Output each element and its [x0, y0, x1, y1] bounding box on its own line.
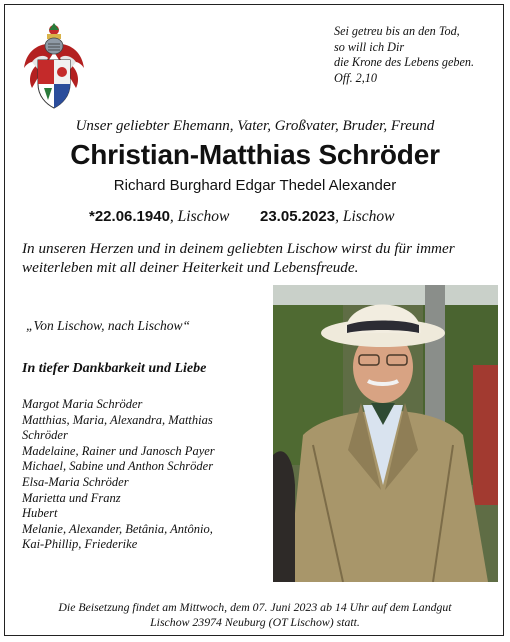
mourner-line: Kai-Phillip, Friederike — [22, 537, 138, 552]
death — [260, 208, 395, 226]
birth — [89, 208, 229, 226]
mourner-line: Hubert — [22, 506, 58, 521]
verse-line: Sei getreu bis an den Tod, — [334, 24, 460, 38]
birth-place: , Lischow — [169, 208, 230, 225]
deceased-name: Christian-Matthias Schröder — [70, 139, 440, 170]
mourner-line: Marietta und Franz — [22, 490, 121, 505]
verse-reference: Off. 2,10 — [334, 70, 377, 85]
portrait-illustration — [273, 285, 498, 582]
verse-line: so will ich Dir — [334, 39, 405, 54]
given-names: Richard Burghard Edgar Thedel Alexander — [113, 177, 397, 194]
bible-verse — [334, 24, 504, 86]
mourner-line: Madelaine, Rainer und Janosch Payer — [22, 443, 215, 458]
intro-text — [22, 239, 492, 277]
mourner-line: Margot Maria Schröder — [22, 397, 143, 411]
mourner-line: Elsa-Maria Schröder — [22, 474, 129, 489]
death-date: 23.05.2023 — [260, 208, 336, 225]
portrait-photo — [273, 285, 498, 582]
birth-date: *22.06.1940 — [89, 208, 170, 225]
intro-line: weiterleben mit all deiner Heiterkeit und Lebensfreude. — [22, 259, 359, 276]
mourner-line: Matthias, Maria, Alexandra, Matthias — [22, 412, 213, 427]
funeral-info — [0, 600, 510, 630]
mourner-line: Schröder — [22, 428, 68, 443]
intro-line: In unseren Herzen und in deinem geliebten Lischow wirst du für immer — [22, 240, 455, 257]
relations-line: Unser geliebter Ehemann, Vater, Großvater, Bruder, Freund — [75, 118, 435, 134]
funeral-line: Die Beisetzung findet am Mittwoch, dem 07. Juni 2023 ab 14 Uhr auf dem Landgut — [58, 600, 452, 614]
death-place: , Lischow — [335, 208, 395, 225]
funeral-line: Lischow 23974 Neuburg (OT Lischow) statt. — [150, 615, 360, 629]
mourner-line: Michael, Sabine und Anthon Schröder — [22, 459, 214, 474]
coat-of-arms-icon — [18, 22, 90, 112]
mourners-list — [22, 397, 267, 553]
mourner-line: Melanie, Alexander, Betânia, Antônio, — [22, 521, 213, 536]
quote: „Von Lischow, nach Lischow“ — [26, 318, 191, 333]
verse-line: die Krone des Lebens geben. — [334, 55, 475, 69]
thanks-heading: In tiefer Dankbarkeit und Liebe — [22, 361, 207, 376]
